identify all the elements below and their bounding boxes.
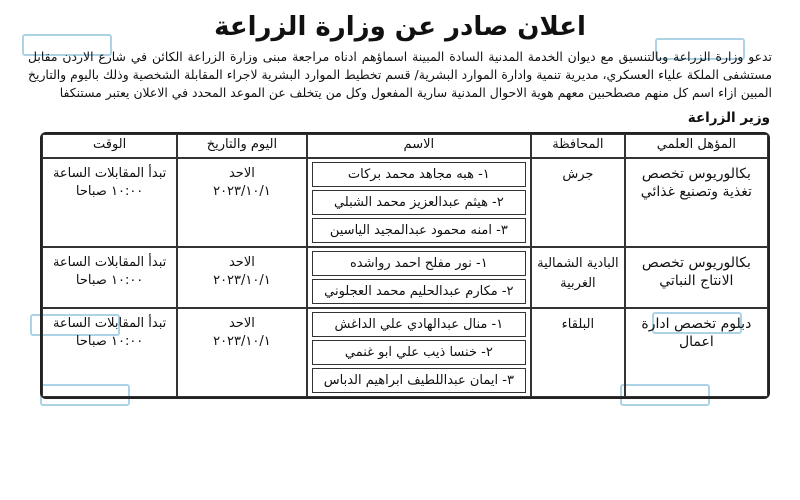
announcement-title: اعلان صادر عن وزارة الزراعة <box>214 12 586 42</box>
candidate-name: ٢- هيثم عبدالعزيز محمد الشبلي <box>312 190 526 215</box>
qualification-cell: بكالوريوس تخصص تغذية وتصنيع غذائي <box>625 158 768 247</box>
governorate-cell: البادية الشمالية الغربية <box>531 247 625 308</box>
candidate-name: ١- هبه مجاهد محمد بركات <box>312 162 526 187</box>
interview-day: الاحد <box>228 166 255 181</box>
names-cell <box>307 158 531 247</box>
header-name: الاسم <box>307 134 531 158</box>
table-row <box>42 308 768 397</box>
qualification-cell: بكالوريوس تخصص الانتاج النباتي <box>625 247 768 308</box>
time-value: ١٠:٠٠ صباحا <box>75 273 144 288</box>
candidates-table <box>40 132 770 399</box>
header-time: الوقت <box>42 134 177 158</box>
header-governorate: المحافظة <box>531 134 625 158</box>
announcement-page <box>24 6 776 496</box>
time-value: ١٠:٠٠ صباحا <box>75 334 144 349</box>
candidate-name: ٢- خنسا ذيب علي ابو غنمي <box>312 340 526 365</box>
header-day-date: اليوم والتاريخ <box>177 134 306 158</box>
interview-day: الاحد <box>228 316 255 331</box>
day-date-cell <box>177 247 306 308</box>
candidate-name: ٣- ايمان عبداللطيف ابراهيم الدباس <box>312 368 526 393</box>
table-row <box>42 158 768 247</box>
signature-minister: وزير الزراعة <box>687 110 770 126</box>
time-label: تبدأ المقابلات الساعة <box>52 255 167 270</box>
time-cell <box>42 308 177 397</box>
candidate-name: ٣- امنه محمود عبدالمجيد الياسين <box>312 218 526 243</box>
governorate-cell: البلقاء <box>531 308 625 397</box>
day-date-cell <box>177 308 306 397</box>
governorate-cell: جرش <box>531 158 625 247</box>
candidate-name: ١- منال عبدالهادي علي الداغش <box>312 312 526 337</box>
announcement-intro: تدعو وزارة الزراعة وبالتنسيق مع ديوان الخدمة المدنية السادة المبينة اسماؤهم ادناه مراجعة مبنى وزارة الزراعة الكائن في شارع الاردن مقابل مستشفى الملكة علياء العسكري، مديرية تنمية وادارة الموارد البشرية/ قسم تخطيط الموارد البشرية لاجراء المقابلة الشخصية وذلك باليوم والتاريخ المبين ازاء اسم كل منهم مصطحبين معهم هوية الاحوال المدنية سارية المفعول وكل من يتخلف عن الموعد المحدد في الاعلان يعتبر مستنكفا <box>28 49 772 100</box>
table-row <box>42 247 768 308</box>
time-label: تبدأ المقابلات الساعة <box>52 166 167 181</box>
interview-date: ٢٠٢٣/١٠/١ <box>213 334 271 349</box>
interview-date: ٢٠٢٣/١٠/١ <box>213 184 271 199</box>
table-header-row <box>42 134 768 158</box>
names-cell <box>307 247 531 308</box>
day-date-cell <box>177 158 306 247</box>
time-cell <box>42 158 177 247</box>
header-qualification: المؤهل العلمي <box>625 134 768 158</box>
names-cell <box>307 308 531 397</box>
interview-date: ٢٠٢٣/١٠/١ <box>213 273 271 288</box>
candidate-name: ١- نور مفلح احمد رواشده <box>312 251 526 276</box>
candidate-name: ٢- مكارم عبدالحليم محمد العجلوني <box>312 279 526 304</box>
time-cell <box>42 247 177 308</box>
time-label: تبدأ المقابلات الساعة <box>52 316 167 331</box>
interview-day: الاحد <box>228 255 255 270</box>
time-value: ١٠:٠٠ صباحا <box>75 184 144 199</box>
qualification-cell: دبلوم تخصص ادارة اعمال <box>625 308 768 397</box>
